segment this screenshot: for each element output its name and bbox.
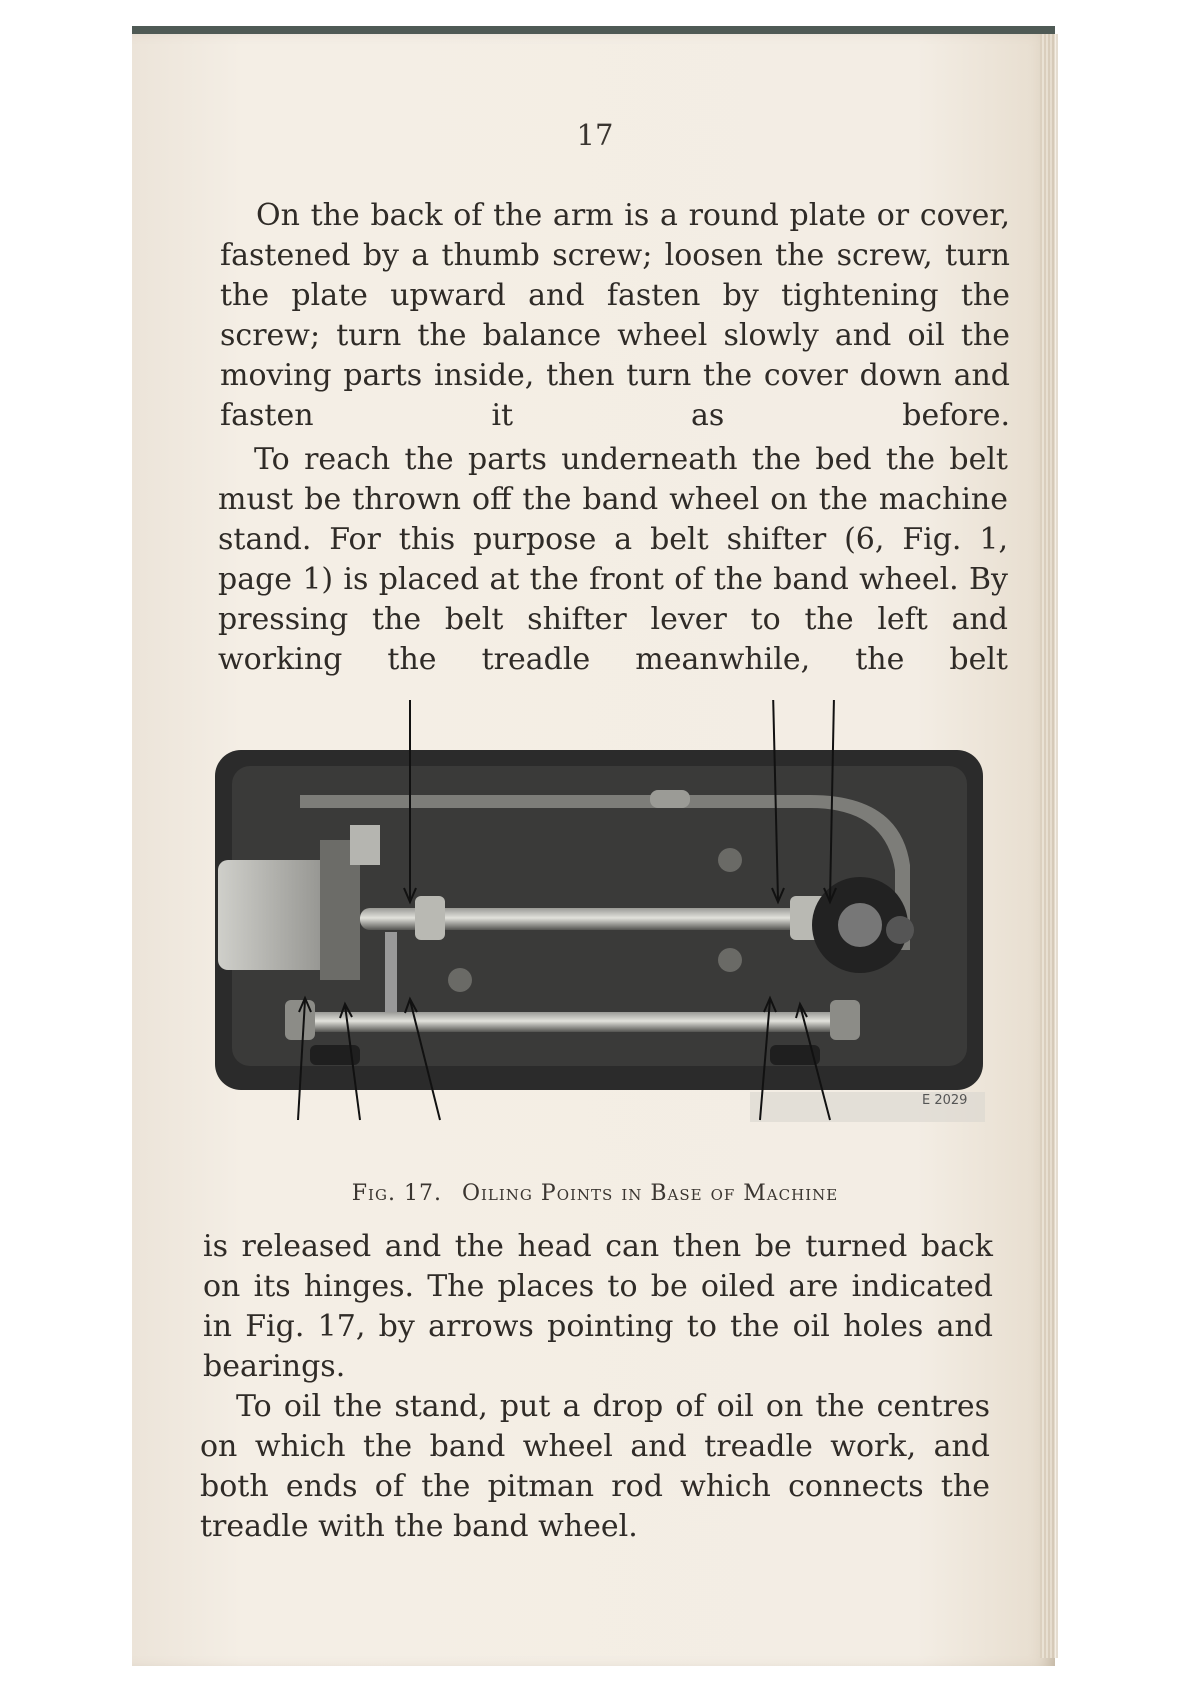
- page-number: 17: [576, 118, 614, 152]
- paragraph-1: On the back of the arm is a round plate or cover, fastened by a thumb screw; loosen the screw, turn the plate upward and fasten by tightening the screw; turn the balance wheel slowly and oil the moving parts inside, then turn the cover down and fasten it as before.: [220, 198, 1010, 433]
- figure-caption: [0, 1181, 1190, 1206]
- paragraph-3: is released and the head can then be turned back on its hinges. The places to be oiled are indicated in Fig. 17, by arrows pointing to the oil holes and bearings.: [203, 1229, 993, 1384]
- figure-caption-text: Oiling Points in Base of Machine: [461, 1181, 839, 1206]
- lower-shaft: [300, 1012, 860, 1032]
- figure-label: Fig. 17.: [351, 1181, 442, 1206]
- page-edge: [1040, 34, 1058, 1658]
- paragraph-2: To reach the parts underneath the bed the belt must be thrown off the band wheel on the machine stand. For this purpose a belt shifter (6, Fig. 1, page 1) is placed at the front of the band wheel. By pressing the belt shifter lever to the left and working the treadle meanwhile, the belt: [218, 442, 1008, 677]
- paragraph-4: To oil the stand, put a drop of oil on the centres on which the band wheel and treadle work, and both ends of the pitman rod which connects the treadle with the band wheel.: [200, 1389, 990, 1544]
- plate-stamp: E 2029: [922, 1093, 968, 1108]
- figure-oiling-points-photo: [210, 700, 990, 1160]
